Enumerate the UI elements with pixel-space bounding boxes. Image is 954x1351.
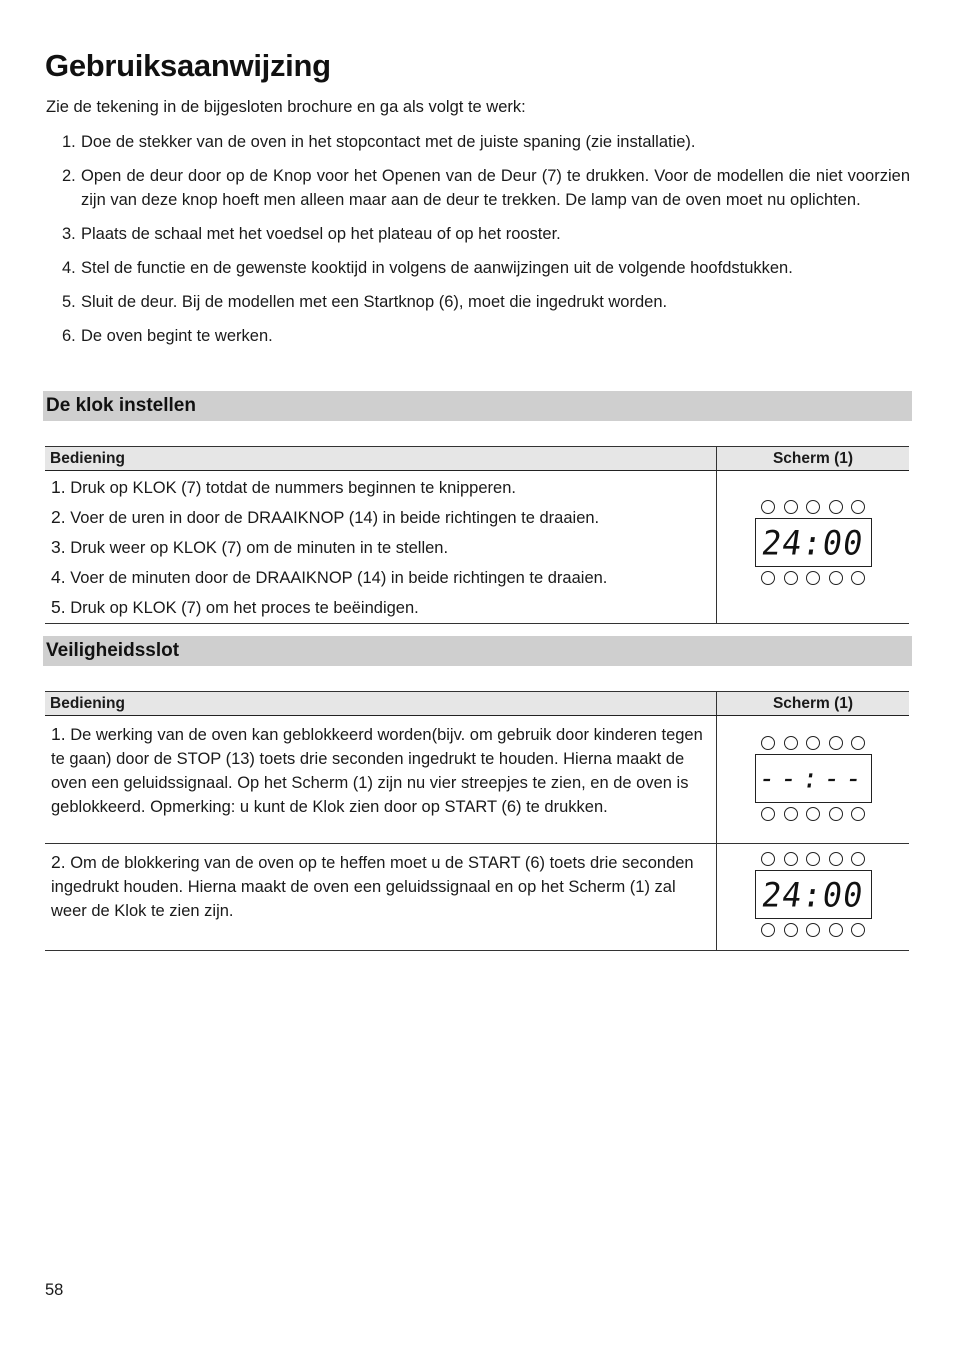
indicator-icon [784, 852, 798, 866]
list-item: 4. Stel de functie en de gewenste kooktijd in volgens de aanwijzingen uit de volgende hoofdstukken. [62, 259, 793, 277]
indicator-icon [784, 736, 798, 750]
page-number: 58 [45, 1281, 64, 1299]
lock-table [45, 691, 909, 951]
list-item: 3. Plaats de schaal met het voedsel op het plateau of op het rooster. [62, 225, 561, 243]
indicator-circles-top [761, 852, 865, 866]
indicator-icon [829, 571, 843, 585]
lock-step-2: 2. Om de blokkering van de oven op te heffen moet u de START (6) toets drie seconden ingedrukt houden. Hierna maakt de oven een geluidssignaal en op het Scherm (1) zal weer de Klok te zien zijn. [51, 852, 694, 920]
table-row: 4. Voer de minuten door de DRAAIKNOP (14) in beide richtingen te draaien. [51, 567, 608, 587]
indicator-icon [851, 500, 865, 514]
column-header-display: Scherm (1) [717, 447, 910, 471]
instruction-steps [62, 130, 910, 358]
indicator-icon [761, 807, 775, 821]
indicator-icon [829, 852, 843, 866]
indicator-icon [829, 736, 843, 750]
indicator-icon [761, 852, 775, 866]
oven-display [718, 500, 908, 585]
display-screen: 24:00 [755, 518, 872, 567]
indicator-icon [829, 923, 843, 937]
column-header-operation: Bediening [45, 447, 717, 471]
indicator-icon [761, 571, 775, 585]
indicator-icon [851, 852, 865, 866]
lock-step-1: 1. De werking van de oven kan geblokkeerd worden(bijv. om gebruik door kinderen tegen te gaan) door de STOP (13) toets drie seconden ingedrukt te houden. Hierna maakt de oven een geluidssignaal. Op het Scherm (1) zijn nu vier streepjes te zien, en de oven is geblokkeerd. Opmerking: u kunt de Klok zien door op START (6) te drukken. [51, 724, 703, 816]
indicator-icon [851, 807, 865, 821]
indicator-icon [784, 923, 798, 937]
indicator-circles-top [761, 500, 865, 514]
clock-steps-cell [45, 471, 717, 624]
column-header-display: Scherm (1) [717, 692, 910, 716]
indicator-icon [784, 571, 798, 585]
section-heading-clock: De klok instellen [43, 391, 912, 421]
indicator-icon [806, 852, 820, 866]
indicator-icon [806, 571, 820, 585]
indicator-icon [806, 807, 820, 821]
indicator-icon [829, 500, 843, 514]
page-title: Gebruiksaanwijzing [45, 48, 331, 83]
column-header-operation: Bediening [45, 692, 717, 716]
indicator-icon [761, 923, 775, 937]
table-row: 1. Druk op KLOK (7) totdat de nummers beginnen te knipperen. [51, 477, 516, 497]
indicator-icon [806, 923, 820, 937]
table-row [45, 716, 909, 844]
clock-table [45, 446, 909, 624]
list-item: 6. De oven begint te werken. [62, 327, 273, 345]
indicator-icon [829, 807, 843, 821]
list-item: 2. Open de deur door op de Knop voor het Openen van de Deur (7) te drukken. Voor de modellen die niet voorzien zijn van deze knop hoeft men alleen maar aan de deur te trekken. De lamp van de oven moet nu oplichten. [62, 167, 910, 209]
indicator-circles-bottom [761, 807, 865, 821]
oven-display [718, 852, 908, 937]
table-row [45, 844, 909, 951]
list-item: 1. Doe de stekker van de oven in het stopcontact met de juiste spaning (zie installatie). [62, 133, 696, 151]
intro-text: Zie de tekening in de bijgesloten brochure en ga als volgt te werk: [46, 98, 526, 116]
indicator-icon [806, 736, 820, 750]
oven-display [718, 736, 908, 821]
table-row: 5. Druk op KLOK (7) om het proces te beëindigen. [51, 597, 419, 617]
indicator-circles-top [761, 736, 865, 750]
list-item: 5. Sluit de deur. Bij de modellen met een Startknop (6), moet die ingedrukt worden. [62, 293, 668, 311]
indicator-icon [806, 500, 820, 514]
indicator-circles-bottom [761, 923, 865, 937]
indicator-icon [851, 736, 865, 750]
table-row: 3. Druk weer op KLOK (7) om de minuten in te stellen. [51, 537, 449, 557]
indicator-icon [761, 500, 775, 514]
indicator-icon [851, 571, 865, 585]
indicator-icon [784, 807, 798, 821]
display-screen: 24:00 [755, 870, 872, 919]
indicator-icon [784, 500, 798, 514]
indicator-icon [761, 736, 775, 750]
clock-display-cell [717, 471, 910, 624]
indicator-icon [851, 923, 865, 937]
indicator-circles-bottom [761, 571, 865, 585]
section-heading-lock: Veiligheidsslot [43, 636, 912, 666]
table-row: 2. Voer de uren in door de DRAAIKNOP (14) in beide richtingen te draaien. [51, 507, 600, 527]
display-screen: --:-- [755, 754, 872, 803]
